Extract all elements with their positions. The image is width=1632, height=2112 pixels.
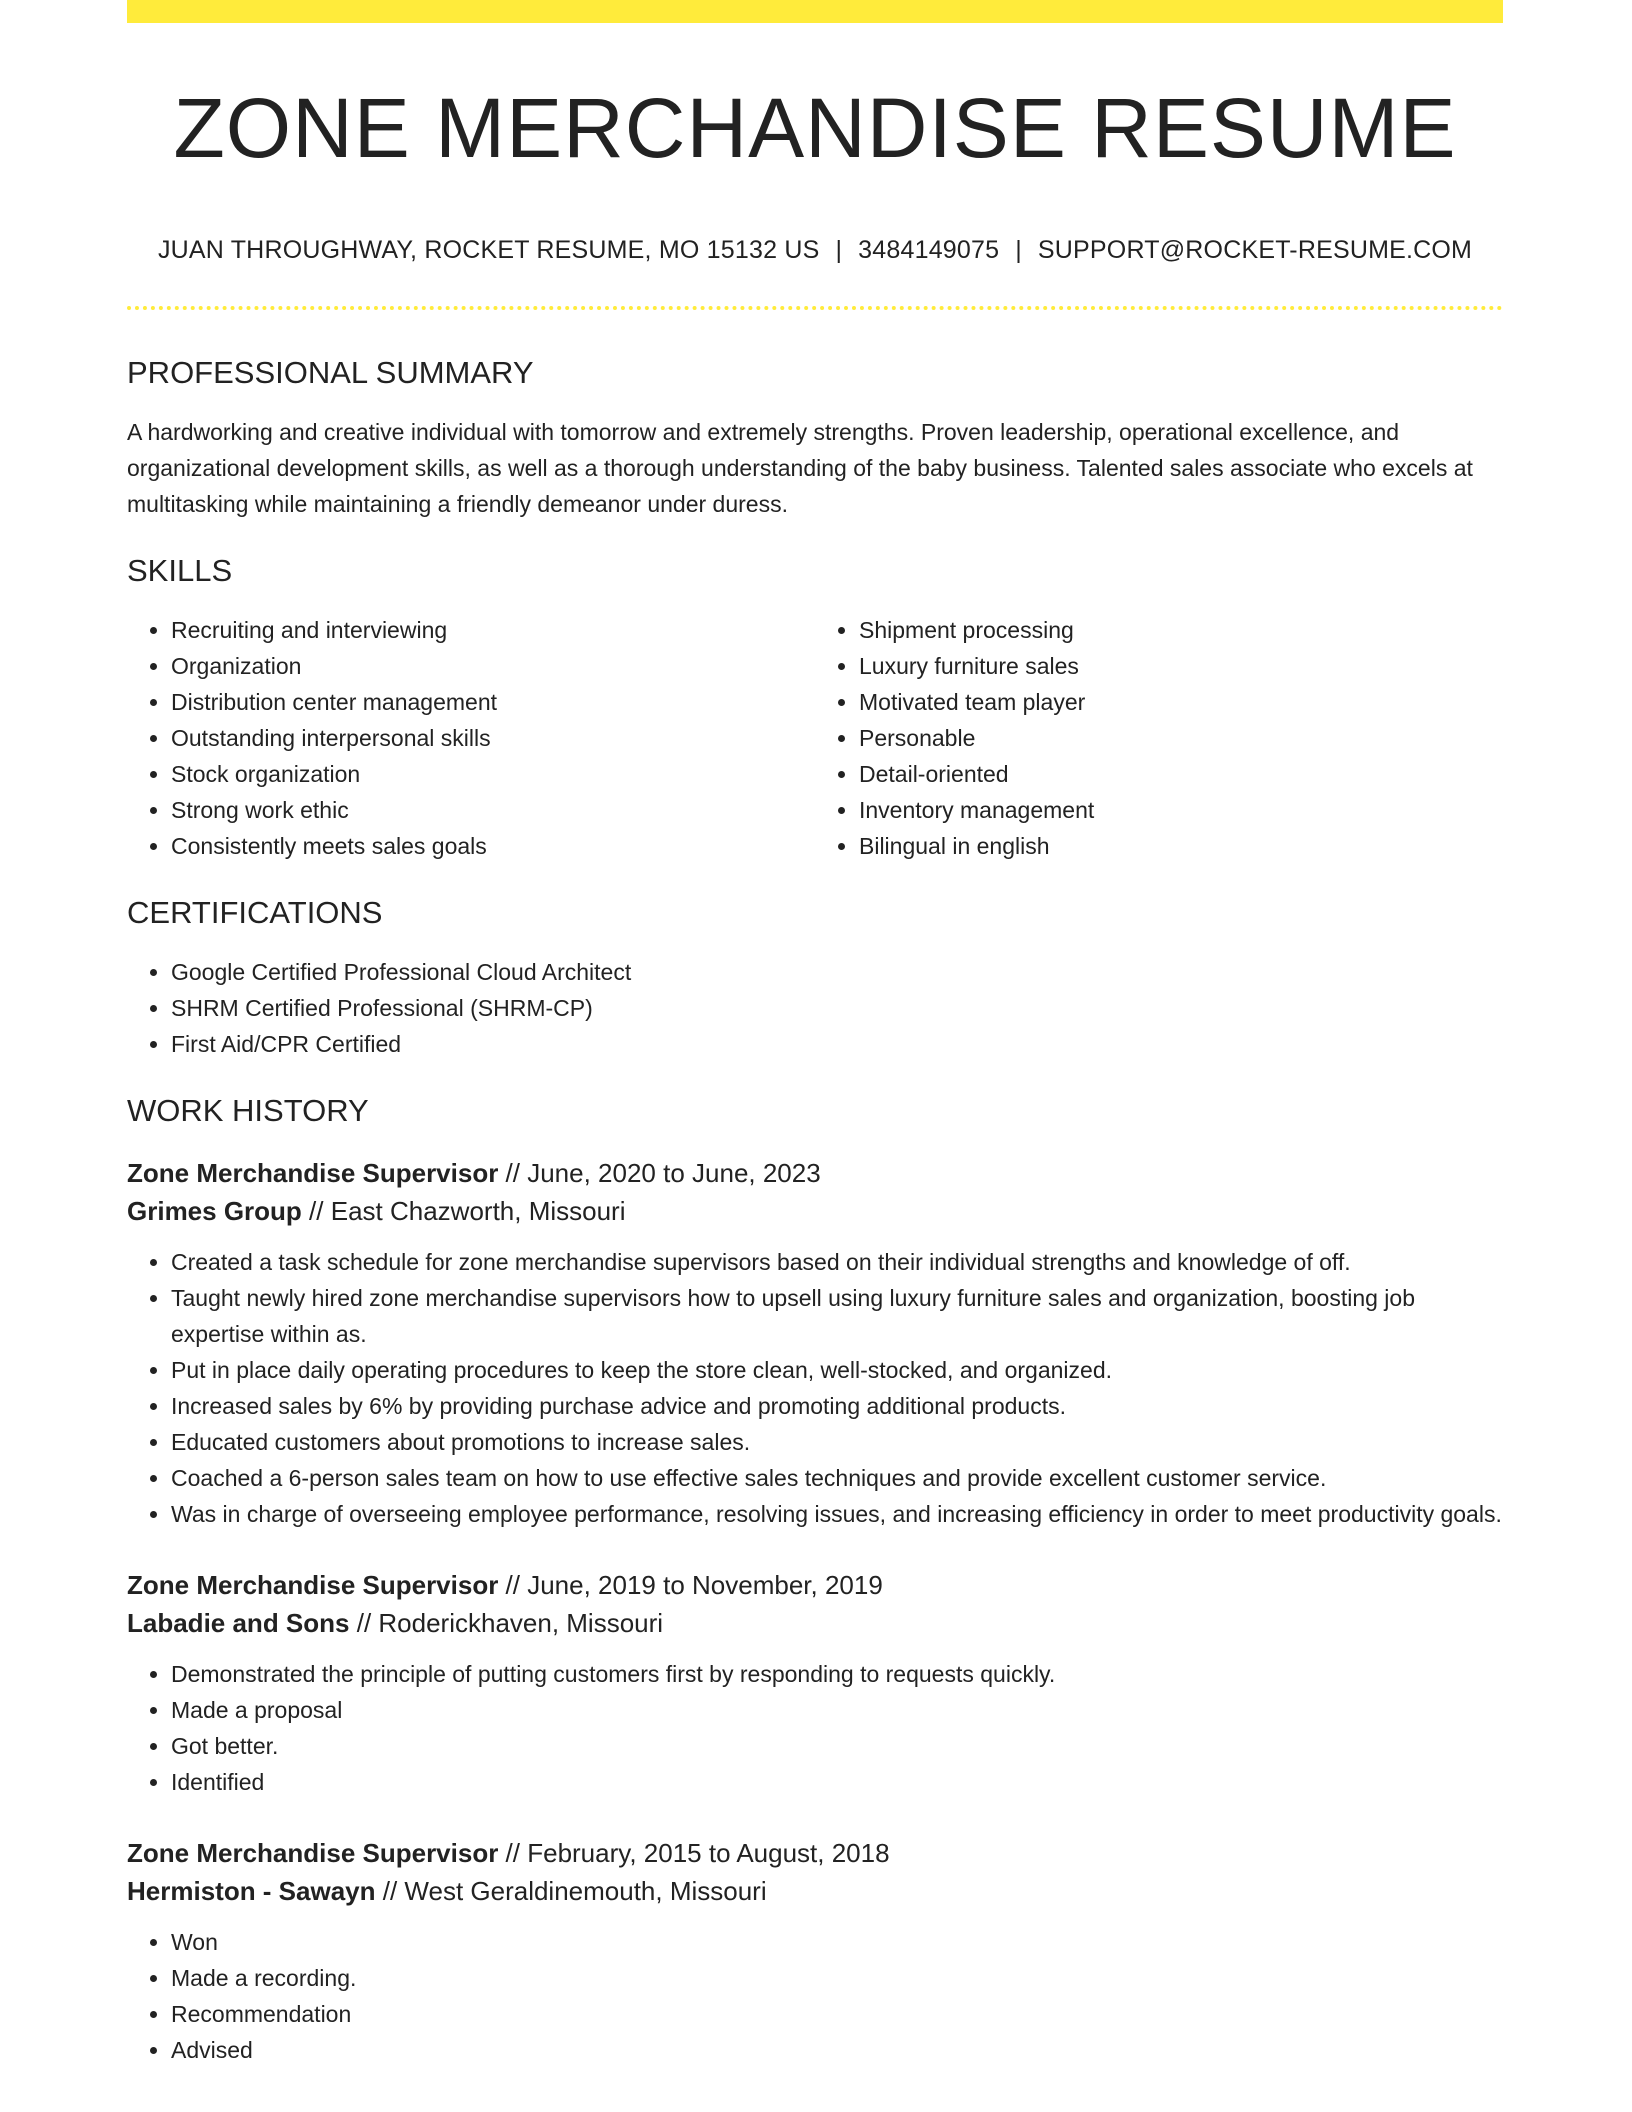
summary-heading: PROFESSIONAL SUMMARY: [127, 355, 534, 390]
skill-item: • Organization: [171, 648, 815, 684]
job-role-line: [127, 1834, 1503, 1872]
resume-content: [127, 0, 1503, 2068]
skill-item: • Recruiting and interviewing: [171, 612, 815, 648]
job-bullet: • Increased sales by 6% by providing purchase advice and promoting additional products.: [171, 1388, 1503, 1424]
certification-item: • First Aid/CPR Certified: [171, 1026, 1503, 1062]
skill-item: • Personable: [859, 720, 1503, 756]
job-company-line: [127, 1192, 1503, 1230]
skills-list-left: [127, 612, 815, 864]
certifications-heading: CERTIFICATIONS: [127, 895, 383, 930]
job-location: // East Chazworth, Missouri: [301, 1196, 626, 1226]
skill-item: • Inventory management: [859, 792, 1503, 828]
job-location: // West Geraldinemouth, Missouri: [375, 1876, 767, 1906]
job-entry: [127, 1154, 1503, 1532]
job-bullet: • Won: [171, 1924, 1503, 1960]
skill-item: • Distribution center management: [171, 684, 815, 720]
work-history-heading: WORK HISTORY: [127, 1093, 369, 1128]
certification-item: • Google Certified Professional Cloud Architect: [171, 954, 1503, 990]
skill-item: • Strong work ethic: [171, 792, 815, 828]
job-bullet: • Coached a 6-person sales team on how to use effective sales techniques and provide excellent customer service.: [171, 1460, 1503, 1496]
skill-item: • Luxury furniture sales: [859, 648, 1503, 684]
job-bullets: [127, 1244, 1503, 1532]
job-dates: // June, 2019 to November, 2019: [498, 1570, 883, 1600]
job-entry: [127, 1566, 1503, 1800]
job-role: Zone Merchandise Supervisor: [127, 1838, 499, 1868]
job-bullet: • Advised: [171, 2032, 1503, 2068]
job-bullets: [127, 1656, 1503, 1800]
skill-item: • Consistently meets sales goals: [171, 828, 815, 864]
certifications-list: [127, 954, 1503, 1062]
job-role: Zone Merchandise Supervisor: [127, 1570, 499, 1600]
job-bullet: • Recommendation: [171, 1996, 1503, 2032]
job-company-line: [127, 1604, 1503, 1642]
contact-phone: 3484149075: [858, 236, 1000, 264]
job-company: Labadie and Sons: [127, 1608, 350, 1638]
skills-heading: SKILLS: [127, 553, 233, 588]
contact-separator: |: [835, 236, 843, 264]
job-company: Grimes Group: [127, 1196, 302, 1226]
job-bullet: • Created a task schedule for zone merchandise supervisors based on their individual strengths and knowledge of off.: [171, 1244, 1503, 1280]
job-location: // Roderickhaven, Missouri: [349, 1608, 664, 1638]
job-bullet: • Taught newly hired zone merchandise supervisors how to upsell using luxury furniture sales and organization, boosting job expertise within as.: [171, 1280, 1503, 1352]
job-bullets: [127, 1924, 1503, 2068]
job-company-line: [127, 1872, 1503, 1910]
job-bullet: • Made a proposal: [171, 1692, 1503, 1728]
summary-text: A hardworking and creative individual with tomorrow and extremely strengths. Proven leadership, operational excellence, and organizational development skills, as well as a thorough understanding of the baby business. Talented sales associate who excels at multitasking while maintaining a friendly demeanor under duress.: [127, 419, 1473, 517]
skill-item: • Shipment processing: [859, 612, 1503, 648]
job-bullet: • Identified: [171, 1764, 1503, 1800]
skills-columns: [127, 612, 1503, 864]
skill-item: • Detail-oriented: [859, 756, 1503, 792]
dotted-divider: [127, 306, 1503, 310]
job-role: Zone Merchandise Supervisor: [127, 1158, 499, 1188]
contact-line: [127, 234, 1503, 266]
job-company: Hermiston - Sawayn: [127, 1876, 376, 1906]
contact-address: JUAN THROUGHWAY, ROCKET RESUME, MO 15132 US: [157, 236, 820, 264]
skill-item: • Stock organization: [171, 756, 815, 792]
skills-list-right: [815, 612, 1503, 864]
skill-item: • Outstanding interpersonal skills: [171, 720, 815, 756]
job-bullet: • Educated customers about promotions to increase sales.: [171, 1424, 1503, 1460]
certification-item: • SHRM Certified Professional (SHRM-CP): [171, 990, 1503, 1026]
skill-item: • Bilingual in english: [859, 828, 1503, 864]
job-bullet: • Made a recording.: [171, 1960, 1503, 1996]
job-bullet: • Was in charge of overseeing employee performance, resolving issues, and increasing efficiency in order to meet productivity goals.: [171, 1496, 1503, 1532]
job-role-line: [127, 1154, 1503, 1192]
job-role-line: [127, 1566, 1503, 1604]
contact-separator: |: [1015, 236, 1022, 264]
job-bullet: • Demonstrated the principle of putting customers first by responding to requests quickly.: [171, 1656, 1503, 1692]
job-bullet: • Put in place daily operating procedures to keep the store clean, well-stocked, and organized.: [171, 1352, 1503, 1388]
job-dates: // June, 2020 to June, 2023: [498, 1158, 821, 1188]
job-dates: // February, 2015 to August, 2018: [498, 1838, 890, 1868]
job-bullet: • Got better.: [171, 1728, 1503, 1764]
job-entry: [127, 1834, 1503, 2068]
skill-item: • Motivated team player: [859, 684, 1503, 720]
resume-title: ZONE MERCHANDISE RESUME: [173, 81, 1457, 175]
contact-email[interactable]: SUPPORT@ROCKET-RESUME.COM: [1037, 236, 1473, 264]
